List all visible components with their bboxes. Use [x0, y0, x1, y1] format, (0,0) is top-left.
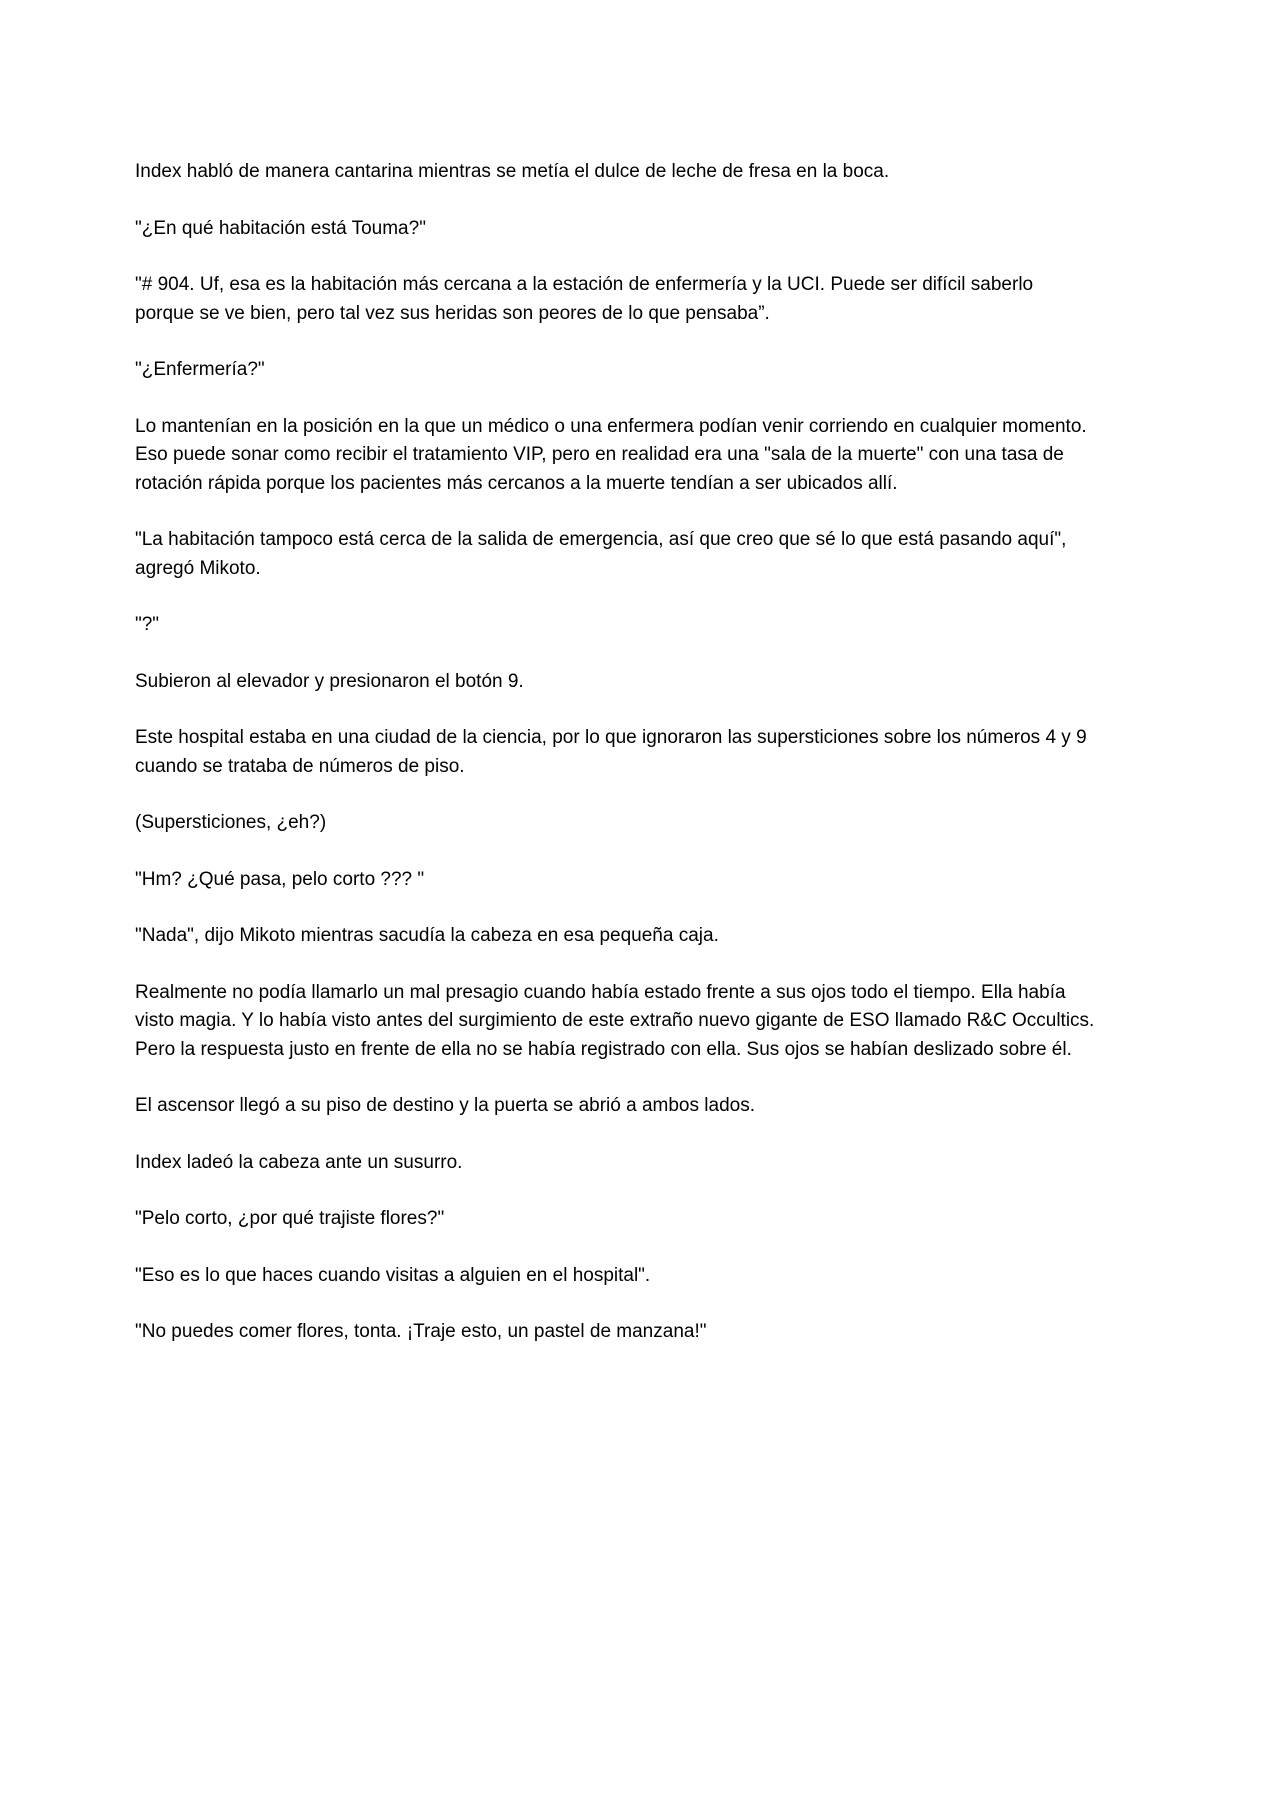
paragraph: Realmente no podía llamarlo un mal presagio cuando había estado frente a sus ojos todo el tiempo. Ella había visto magia. Y lo había visto antes del surgimiento de este extraño nuevo gigante de ESO llamado R&C Occultics. Pero la respuesta justo en frente de ella no se había registrado con ella. Sus ojos se habían deslizado sobre él.	[135, 981, 1100, 1060]
paragraph: "La habitación tampoco está cerca de la salida de emergencia, así que creo que sé lo que está pasando aquí", agregó Mikoto.	[135, 529, 1072, 579]
paragraph: Este hospital estaba en una ciudad de la ciencia, por lo que ignoraron las supersticiones sobre los números 4 y 9 cuando se trataba de números de piso.	[135, 727, 1092, 777]
paragraph: "Hm? ¿Qué pasa, pelo corto ??? "	[135, 868, 425, 890]
paragraph: Lo mantenían en la posición en la que un médico o una enfermera podían venir corriendo en cualquier momento. Eso puede sonar como recibir el tratamiento VIP, pero en realidad era una "sala de la muerte" con una tasa de rotación rápida porque los pacientes más cercanos a la muerte tendían a ser ubicados allí.	[135, 415, 1092, 494]
paragraph: El ascensor llegó a su piso de destino y la puerta se abrió a ambos lados.	[135, 1095, 755, 1116]
paragraph: Index ladeó la cabeza ante un susurro.	[135, 1151, 463, 1173]
paragraph: "¿Enfermería?"	[135, 359, 265, 380]
paragraph: "Eso es lo que haces cuando visitas a alguien en el hospital".	[135, 1264, 651, 1286]
paragraph: "Pelo corto, ¿por qué trajiste flores?"	[135, 1208, 445, 1229]
paragraph: (Supersticiones, ¿eh?)	[135, 812, 327, 833]
paragraph: "No puedes comer flores, tonta. ¡Traje esto, un pastel de manzana!"	[135, 1321, 707, 1342]
paragraph: "# 904. Uf, esa es la habitación más cercana a la estación de enfermería y la UCI. Puede ser difícil saberlo porque se ve bien, pero tal vez sus heridas son peores de lo que pensaba”.	[135, 274, 1039, 324]
paragraph: "¿En qué habitación está Touma?"	[135, 217, 426, 239]
paragraph: "Nada", dijo Mikoto mientras sacudía la cabeza en esa pequeña caja.	[135, 925, 719, 946]
paragraph: Subieron al elevador y presionaron el botón 9.	[135, 670, 524, 692]
paragraph: "?"	[135, 614, 160, 635]
paragraph: Index habló de manera cantarina mientras se metía el dulce de leche de fresa en la boca.	[135, 161, 890, 182]
